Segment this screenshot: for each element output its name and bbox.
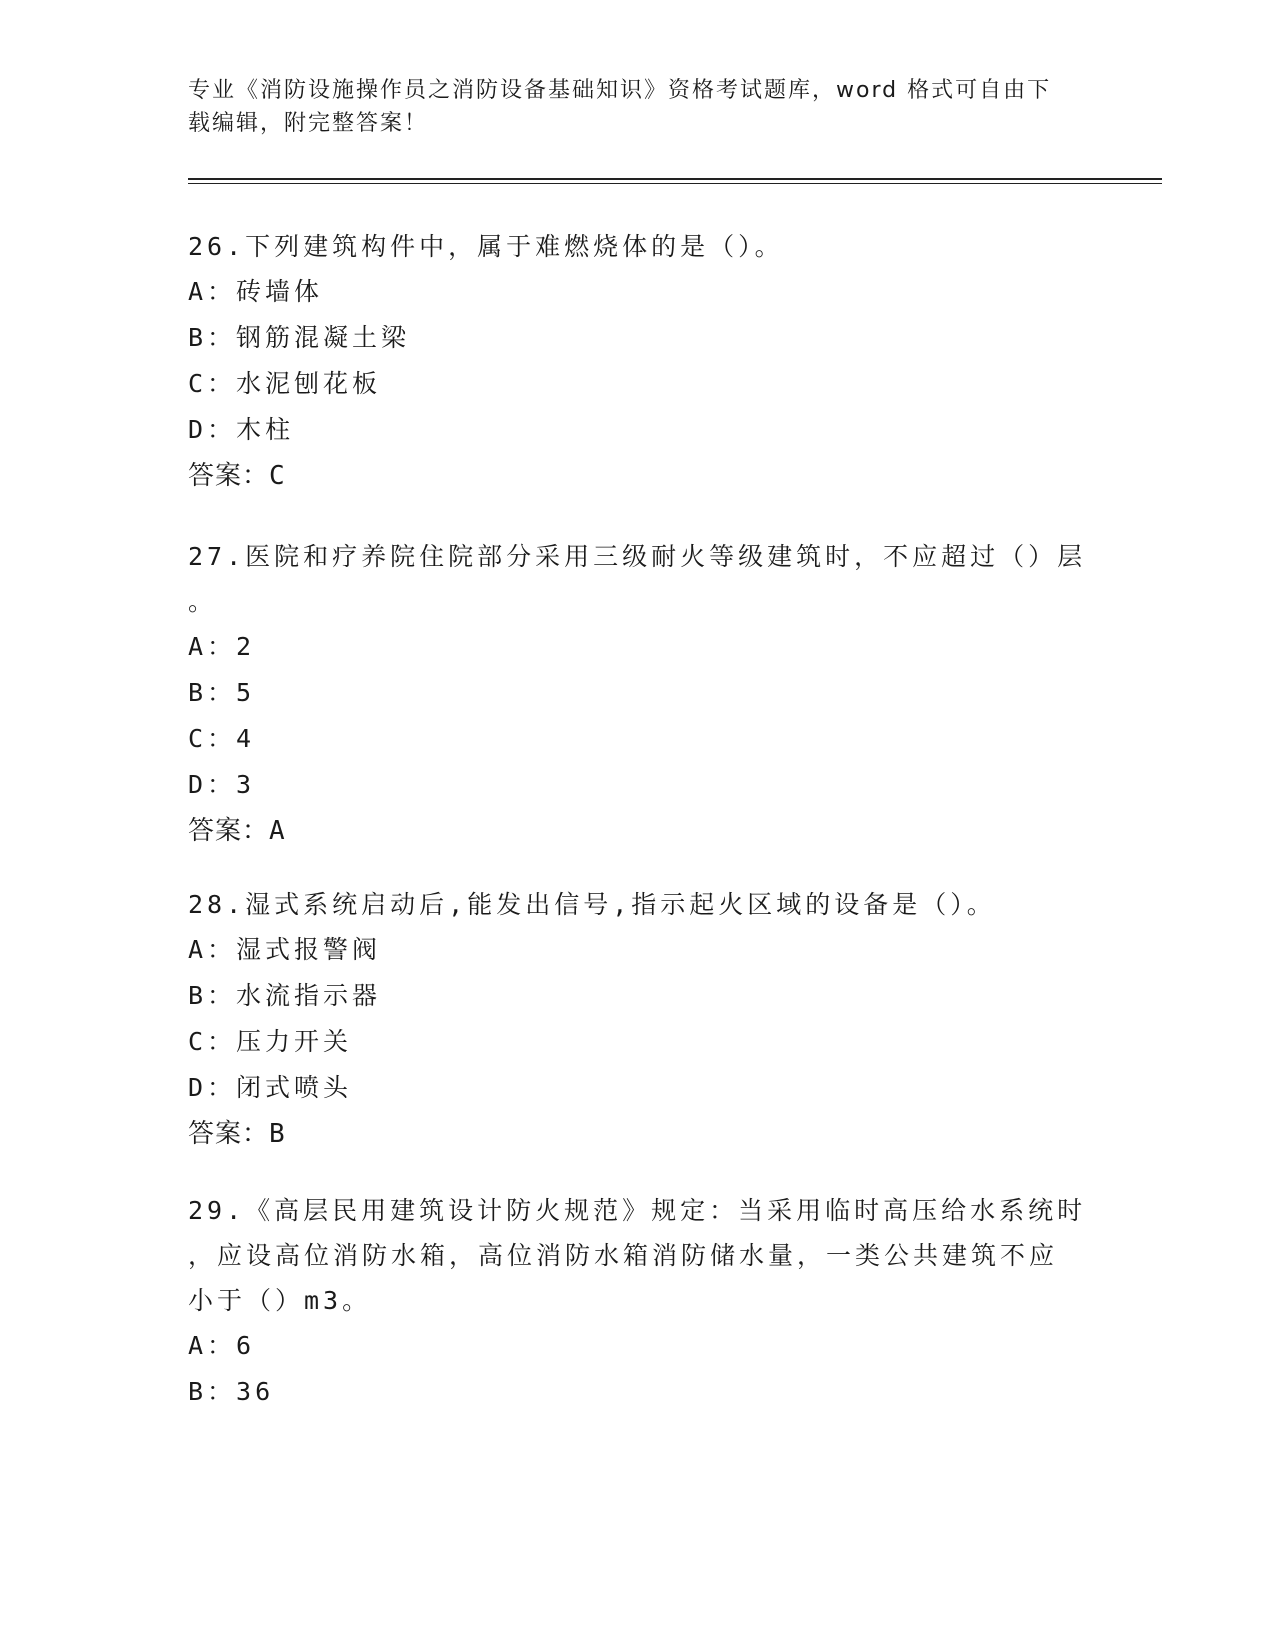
answer-label: 答案：	[188, 816, 270, 846]
question-stem-cont: 小于（）m3。	[188, 1286, 372, 1315]
question-27	[188, 534, 1088, 854]
answer-label: 答案：	[188, 461, 270, 491]
option-c: C：4	[188, 724, 256, 753]
option-b: B：36	[188, 1377, 275, 1406]
option-a: A：6	[188, 1331, 256, 1360]
option-c: C：水泥刨花板	[188, 369, 382, 398]
answer-value: B	[269, 1119, 286, 1149]
option-a: A：2	[188, 632, 256, 661]
header-line-2: 载编辑，附完整答案！	[188, 111, 429, 136]
header-line-1: 专业《消防设施操作员之消防设备基础知识》资格考试题库，word 格式可自由下	[188, 78, 1052, 103]
question-stem: 29.《高层民用建筑设计防火规范》规定：当采用临时高压给水系统时	[188, 1196, 1087, 1225]
question-stem-cont: 。	[188, 587, 218, 616]
answer-label: 答案：	[188, 1119, 270, 1149]
question-stem: 27.医院和疗养院住院部分采用三级耐火等级建筑时，不应超过（）层	[188, 542, 1087, 571]
header-divider-thick	[188, 178, 1162, 180]
option-b: B：水流指示器	[188, 981, 382, 1010]
option-d: D：闭式喷头	[188, 1073, 353, 1102]
answer-line	[188, 453, 1088, 499]
answer-value: A	[269, 816, 286, 846]
question-28	[188, 882, 1088, 1157]
option-c: C：压力开关	[188, 1027, 353, 1056]
answer-line	[188, 1111, 1088, 1157]
option-d: D：木柱	[188, 415, 295, 444]
option-d: D：3	[188, 770, 256, 799]
option-b: B：5	[188, 678, 256, 707]
option-b: B：钢筋混凝土梁	[188, 323, 411, 352]
question-stem: 28.湿式系统启动后,能发出信号,指示起火区域的设备是（）。	[188, 890, 996, 919]
document-header	[188, 74, 1068, 140]
question-stem-cont: ，应设高位消防水箱，高位消防水箱消防储水量，一类公共建筑不应	[188, 1241, 1059, 1270]
answer-value: C	[269, 461, 286, 491]
question-stem: 26.下列建筑构件中，属于难燃烧体的是（）。	[188, 232, 784, 261]
header-divider-thin	[188, 183, 1162, 184]
question-26	[188, 224, 1088, 499]
question-29	[188, 1188, 1088, 1415]
option-a: A：砖墙体	[188, 277, 324, 306]
answer-line	[188, 808, 1088, 854]
option-a: A：湿式报警阀	[188, 935, 382, 964]
